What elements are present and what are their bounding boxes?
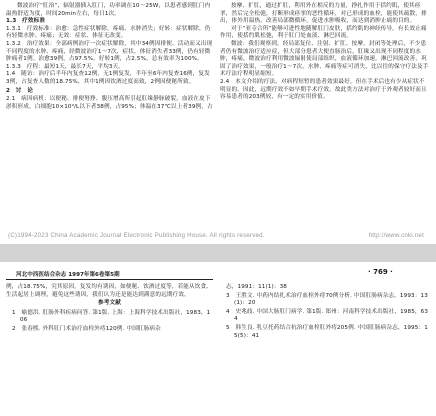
reference-item: 5 韩生良. 乳豆托药结合抗治疗血栓肛外痔205例. 中国肛肠病杂志，1995：15(5)：41	[226, 324, 428, 339]
paragraph: 2.1 病因病机：以便秘、排便努挣、腹压增高所引起肛缘静脉破裂，血液在皮下淤积形成。白细胞10×10⁹/L以下者38例，占95%；体温在37℃以上者39例，占	[6, 96, 213, 110]
paragraph: 微波治疗“肛治”，辐射器插入肛门，功率调在10～25W，以患者感到肛门内温热舒适为度，时间20min左右，每日1次。	[6, 3, 211, 17]
paragraph: 按摩、扩肛，通过扩肛，利用外在相反的力量，挣扎作用于括约肌，使其痉挛，然后完全松弛，打断形成痉挛的恶性循环，对已形成的血栓，能使其疏散，排出，体外用温热，改善局部微循环，促进水肿吸收，而达到消肿止痛的目的。	[220, 3, 427, 25]
lower-page	[0, 262, 436, 416]
lower-left-column	[6, 284, 213, 335]
section-heading: 1.3 疗效标准	[6, 18, 46, 25]
copyright-watermark	[8, 232, 428, 239]
reference-item: 2 张春熙. 外科肛门术治疗血栓外痔120例. 中国肛肠病杂	[12, 325, 161, 332]
lower-right-column	[220, 284, 430, 341]
paragraph: 微波：我们观察到，经局部复位、注射、扩肛、按摩，封闭等处理后，不少患者仍有微波治疗适应症，但大部分患者大便直肠治后，肛缘又出现不同程度的水肿，疼痛，微波治疗利用微波辐射使局部组织，血液循环加速，淋巴回流改善，巩固了治疗效果，一般治疗1～7次，水肿、疼痛等症可消失，比以往的保守疗法及手术疗法疗程明显缩短。	[220, 40, 429, 78]
reference-item: 1 喻德洪. 肛肠外科疾病问答. 第1版. 上海：上海科学技术出版社，1983，106	[12, 309, 211, 324]
paragraph: 1.3.2 治疗效果：全部病例治疗一次症状解除，其中34例因排便、活动而又出现不同程度的水肿、疼痛，经微波治疗1～7次，症状、体征消失者33例，仍有轻微肿痛者1例。治愈39例，占97.5%，好转1例，占2.5%，总有效率为100%。	[6, 40, 213, 63]
upper-right-column	[220, 3, 430, 102]
journal-header: 河北中西医结合杂志 1997年第6卷第5期	[6, 270, 213, 280]
paragraph: 1.3.1 疗效标准：治愈：急性症状解除，疼痛、水肿消失；好转：症状解除，仍有轻微水肿、疼痛；无效：症状、体征无改变。	[6, 25, 211, 40]
page-separator	[0, 244, 436, 262]
paragraph: 对于“亚寺合所”能够可进性地随解肛门皮肤，括约肌的神经传导，有长效止痛作用，使括约肌松弛，利于肛门处血液、淋巴回流。	[220, 25, 427, 40]
page-number: · 769 ·	[368, 268, 393, 276]
section-heading: 2 讨 论	[6, 87, 34, 94]
reference-item: 3 王胜文. 中药内结扎术治疗血栓外痔70例分析. 中国肛肠病杂志，1993：13(1)：20	[226, 292, 428, 307]
paragraph: 2.4 本文介绍的疗法，对病程短暂的患者效果最好，但在手术后也有少从症状不明显的。因此，远期疗效不如早期手术疗效，故此类方法对治疗于外观者较好而且容易患者的203例较，有一定的实用价值。	[220, 78, 427, 101]
references-title: 参考文献	[98, 300, 121, 307]
paragraph: 例，占18.75%，究其原因，复发均有诱因，如便秘、饮酒过度等，若能从饮食、生活起居上调理，避免这些诱因，我们认为还是能达到满意的远期疗效。	[6, 284, 213, 298]
watermark-url: http://www.cnki.net	[368, 232, 424, 239]
watermark-text: (C)1994-2023 China Academic Journal Electronic Publishing House. All rights reserved.	[8, 232, 265, 239]
paragraph: 1.3.3 疗程：最短1天，最长7天，平均3天。	[6, 63, 125, 70]
reference-item: 4 史兆歧. 中国大肠肛门病学. 第1版. 郑州：河南科学技术出版社，1985，634	[226, 308, 429, 323]
reference-item: 志，1991：11(1)：38	[226, 284, 288, 290]
paragraph: 1.4 随访：治疗后半年内复查12例，无1例复发，半年至6年内复查16例，复发3例，占复查人数的18.75%，其中1例因饮酒过度而致，2例因便秘所致。	[6, 71, 210, 85]
upper-left-column	[6, 3, 213, 111]
